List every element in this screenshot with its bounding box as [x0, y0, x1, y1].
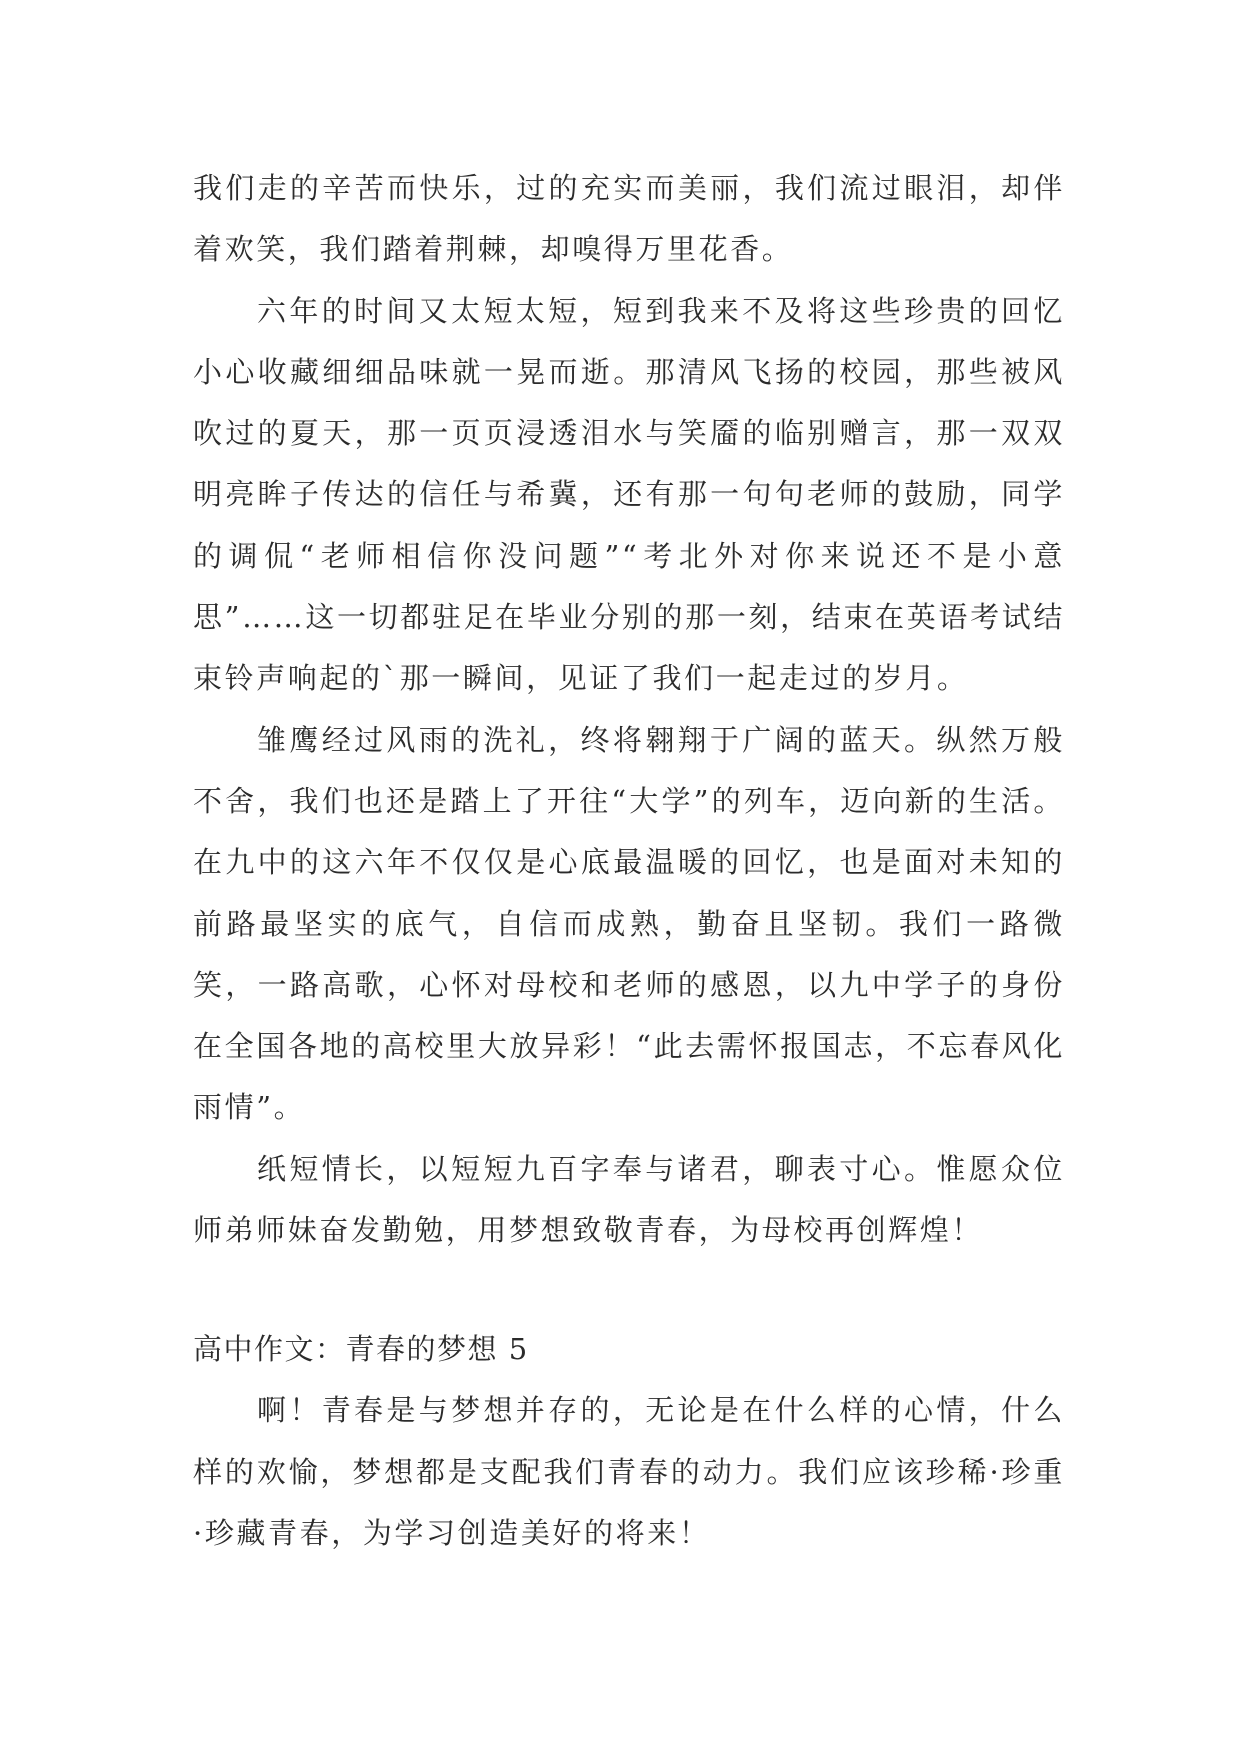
paragraph-closing: 纸短情长，以短短九百字奉与诸君，聊表寸心。惟愿众位师弟师妹奋发勤勉，用梦想致敬青春，为母校再创辉煌！	[193, 1151, 1065, 1248]
paragraph-continuation: 我们走的辛苦而快乐，过的充实而美丽，我们流过眼泪，却伴着欢笑，我们踏着荆棘，却嗅得万里花香。	[193, 171, 1065, 267]
section-title: 高中作文：青春的梦想 5	[193, 1332, 529, 1367]
paragraph-young-eagle: 雏鹰经过风雨的洗礼，终将翱翔于广阔的蓝天。纵然万般不舍，我们也还是踏上了开往“大学”的列车，迈向新的生活。在九中的这六年不仅仅是心底最温暖的回忆，也是面对未知的前路最坚实的底气，自信而成熟，勤奋且坚韧。我们一路微笑，一路高歌，心怀对母校和老师的感恩，以九中学子的身份在全国各地的高校里大放异彩！“此去需怀报国志，不忘春风化雨情”。	[193, 722, 1065, 1125]
paragraph-youth-dream: 啊！青春是与梦想并存的，无论是在什么样的心情，什么样的欢愉，梦想都是支配我们青春的动力。我们应该珍稀·珍重·珍藏青春，为学习创造美好的将来！	[193, 1393, 1065, 1550]
paragraph-six-years: 六年的时间又太短太短，短到我来不及将这些珍贵的回忆小心收藏细细品味就一晃而逝。那清风飞扬的校园，那些被风吹过的夏天，那一页页浸透泪水与笑靥的临别赠言，那一双双明亮眸子传达的信任与希冀，还有那一句句老师的鼓励，同学的调侃“老师相信你没问题”“考北外对你来说还不是小意思”……这一切都驻足在毕业分别的那一刻，结束在英语考试结束铃声响起的`那一瞬间，见证了我们一起走过的岁月。	[193, 293, 1065, 696]
document-body	[193, 158, 1065, 1564]
section-spacer	[193, 1261, 1065, 1319]
